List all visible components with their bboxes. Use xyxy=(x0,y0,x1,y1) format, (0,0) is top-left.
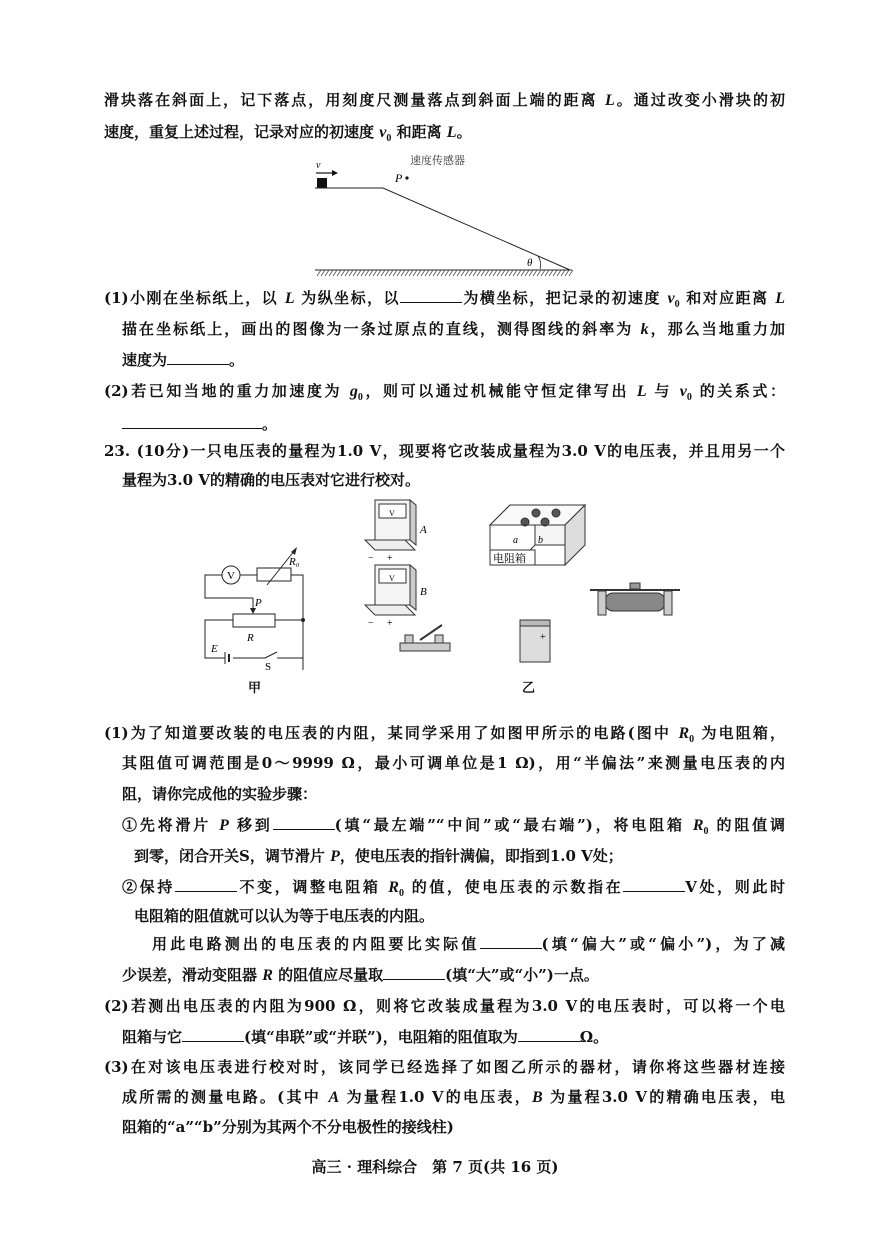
terminal-b-label: b xyxy=(538,535,543,546)
switch-s-label: S xyxy=(265,661,272,670)
text-line xyxy=(122,814,785,836)
ground-hatch xyxy=(453,270,457,276)
text-segment: 不变，调整电阻箱 xyxy=(236,878,389,896)
ground-hatch xyxy=(509,270,513,276)
variable: $R_0$ xyxy=(678,725,695,746)
voltmeter-a xyxy=(365,500,416,550)
answer-blank[interactable] xyxy=(518,1026,580,1042)
text-segment: 为横坐标，把记录的初速度 xyxy=(461,289,668,307)
text-segment: 滑块落在斜面上，记下落点，用刻度尺测量落点到斜面上端的距离 xyxy=(104,91,605,109)
text-segment: 为量程3.0 V的精确电压表，电 xyxy=(542,1088,785,1106)
text-line xyxy=(152,933,785,955)
ground-hatch xyxy=(449,270,453,276)
text-line xyxy=(104,1056,785,1078)
variable: $v_0$ xyxy=(679,383,692,404)
ground-hatch xyxy=(377,270,381,276)
variable: L xyxy=(775,290,785,307)
text-segment: V处，则此时 xyxy=(685,878,785,896)
ground-hatch xyxy=(425,270,429,276)
text-line xyxy=(104,995,785,1017)
ground-hatch xyxy=(325,270,329,276)
rheostat-r-label: R xyxy=(247,632,254,644)
ground-hatch xyxy=(337,270,341,276)
meter-b-label: B xyxy=(420,586,427,598)
sliding-rheostat xyxy=(590,583,680,615)
text-segment: 的值，使电压表的示数指在 xyxy=(403,878,624,896)
knife-switch xyxy=(400,625,450,651)
text-segment: (填“串联”或“并联”)，电阻箱的阻值取为 xyxy=(244,1028,518,1046)
text-segment: 到零，闭合开关S，调节滑片 xyxy=(134,847,331,865)
text-line xyxy=(104,121,472,143)
text-line xyxy=(122,964,599,986)
ground-hatch xyxy=(493,270,497,276)
ground-hatch xyxy=(409,270,413,276)
ground-hatch xyxy=(513,270,517,276)
answer-blank[interactable] xyxy=(480,933,542,949)
variable: B xyxy=(531,1089,543,1106)
ground-hatch xyxy=(541,270,545,276)
text-segment: ，那么当地重力加 xyxy=(648,320,785,338)
r0-label: R₀ xyxy=(289,556,300,568)
text-segment: (填“最左端”“中间”或“最右端”)，将电阻箱 xyxy=(334,816,693,834)
text-segment: 阻箱的“a”“b”分别为其两个不分电极性的接线柱) xyxy=(122,1118,454,1136)
text-segment: 。通过改变小滑块的初 xyxy=(614,91,785,109)
text-line xyxy=(122,1116,454,1138)
ground-hatch xyxy=(413,270,417,276)
variable: $v_0$ xyxy=(379,124,392,145)
text-segment: (填“偏大”或“偏小”)，为了减 xyxy=(541,935,785,953)
page-footer: 高三 · 理科综合 第 7 页(共 16 页) xyxy=(311,1158,559,1176)
ground-hatch xyxy=(497,270,501,276)
text-line xyxy=(122,1026,608,1048)
meter-a-minus: − xyxy=(368,553,374,564)
variable: P xyxy=(330,848,340,865)
text-segment: ，使电压表的指针满偏，即指到1.0 V处； xyxy=(339,847,623,865)
text-line xyxy=(122,469,420,491)
text-line xyxy=(122,349,244,371)
ground-hatch xyxy=(389,270,393,276)
text-segment: 23. (10分)一只电压表的量程为1.0 V，现要将它改装成量程为3.0 V的电压表，并且用另一个 xyxy=(104,442,785,460)
ground-hatch xyxy=(397,270,401,276)
answer-blank[interactable] xyxy=(400,287,462,303)
ground-hatch xyxy=(317,270,321,276)
ground-hatch xyxy=(437,270,441,276)
ground-hatch xyxy=(357,270,361,276)
ground-hatch xyxy=(401,270,405,276)
text-segment: 少误差，滑动变阻器 xyxy=(122,966,263,984)
ground-hatch xyxy=(517,270,521,276)
ground-hatch xyxy=(329,270,333,276)
ground-hatch xyxy=(445,270,449,276)
incline-figure xyxy=(310,150,580,280)
ground-hatch xyxy=(429,270,433,276)
meter-a-symbol: V xyxy=(389,509,395,518)
text-segment: 的关系式： xyxy=(691,382,785,400)
ground-hatch xyxy=(561,270,565,276)
variable: $R_0$ xyxy=(692,817,709,838)
ground-hatch xyxy=(481,270,485,276)
point-p-label: P xyxy=(395,171,403,185)
ground-hatch xyxy=(441,270,445,276)
ground-hatch xyxy=(417,270,421,276)
ground-hatch xyxy=(369,270,373,276)
text-line xyxy=(104,380,785,402)
ground-hatch xyxy=(565,270,569,276)
text-segment: 其阻值可调范围是0～9999 Ω，最小可调单位是1 Ω)，用“半偏法”来测量电压表的内 xyxy=(122,754,785,772)
variable: k xyxy=(640,321,649,338)
battery-e-label: E xyxy=(211,643,218,655)
ground-hatch xyxy=(365,270,369,276)
text-segment: (3)在对该电压表进行校对时，该同学已经选择了如图乙所示的器材，请你将这些器材连接 xyxy=(104,1058,785,1076)
text-line xyxy=(104,287,785,309)
text-segment: 为量程1.0 V的电压表， xyxy=(339,1088,532,1106)
text-segment: 和对应距离 xyxy=(679,289,776,307)
ground-hatch xyxy=(333,270,337,276)
text-segment: (1)小刚在坐标纸上，以 xyxy=(104,289,285,307)
resistance-box-label: 电阻箱 xyxy=(493,553,526,565)
ground-hatch xyxy=(505,270,509,276)
text-line xyxy=(104,440,785,462)
text-segment: Ω。 xyxy=(579,1028,609,1046)
ground-hatch xyxy=(533,270,537,276)
text-segment: (1)为了知道要改装的电压表的内阻，某同学采用了如图甲所示的电路(图中 xyxy=(104,724,679,742)
ground-hatch xyxy=(529,270,533,276)
circuit-diagram xyxy=(195,540,315,670)
ground-hatch xyxy=(361,270,365,276)
battery-plus: + xyxy=(540,632,546,643)
text-segment: 阻，请你完成他的实验步骤： xyxy=(122,785,318,803)
ground-hatch xyxy=(433,270,437,276)
text-segment: 阻箱与它 xyxy=(122,1028,183,1046)
angle-label: θ xyxy=(527,257,533,269)
variable: L xyxy=(604,92,615,109)
variable: L xyxy=(636,383,647,400)
text-segment: 速度为 xyxy=(122,351,168,369)
meter-a-label: A xyxy=(420,524,427,536)
variable: P xyxy=(219,817,229,834)
ground-hatch xyxy=(477,270,481,276)
ground-hatch xyxy=(473,270,477,276)
caption-jia: 甲 xyxy=(248,681,262,696)
ground-hatch xyxy=(381,270,385,276)
ground-hatch xyxy=(349,270,353,276)
text-segment: ①先将滑片 xyxy=(122,816,220,834)
text-segment: 。 xyxy=(456,123,472,141)
variable: $R_0$ xyxy=(388,879,404,900)
ground-hatch xyxy=(373,270,377,276)
ground-hatch xyxy=(501,270,505,276)
variable: $v_0$ xyxy=(667,290,680,311)
ground-hatch xyxy=(465,270,469,276)
ground-hatch xyxy=(549,270,553,276)
meter-b-symbol: V xyxy=(389,574,395,583)
text-line xyxy=(122,783,317,805)
meter-a-plus: + xyxy=(387,553,393,564)
answer-blank[interactable] xyxy=(175,876,237,892)
text-segment: (填“大”或“小”)一点。 xyxy=(445,966,599,984)
ground-hatch xyxy=(521,270,525,276)
text-segment: 为纵坐标，以 xyxy=(294,289,400,307)
ground-hatch xyxy=(353,270,357,276)
answer-blank[interactable] xyxy=(122,413,262,429)
variable: R xyxy=(262,967,273,984)
ground-hatch xyxy=(345,270,349,276)
answer-blank[interactable] xyxy=(167,349,229,365)
text-line xyxy=(134,905,434,927)
variable: L xyxy=(284,290,295,307)
meter-b-plus: + xyxy=(387,618,393,629)
slider-block xyxy=(317,178,327,188)
ground-hatch xyxy=(545,270,549,276)
slider-p-label: P xyxy=(255,597,262,609)
text-segment: ②保持 xyxy=(122,878,175,896)
text-segment: 的阻值应尽量取 xyxy=(272,966,384,984)
ground-hatch xyxy=(341,270,345,276)
text-line xyxy=(122,413,277,435)
text-segment: 描在坐标纸上，画出的图像为一条过原点的直线，测得图线的斜率为 xyxy=(122,320,641,338)
answer-blank[interactable] xyxy=(383,964,445,980)
text-line xyxy=(122,1086,785,1108)
velocity-label: v xyxy=(316,160,321,171)
text-segment: 用此电路测出的电压表的内阻要比实际值 xyxy=(152,935,480,953)
ground-hatch xyxy=(557,270,561,276)
text-segment: 速度，重复上述过程，记录对应的初速度 xyxy=(104,123,380,141)
text-segment: 成所需的测量电路。(其中 xyxy=(122,1088,329,1106)
text-segment: 电阻箱的阻值就可以认为等于电压表的内阻。 xyxy=(134,907,435,925)
ground-hatch xyxy=(569,270,573,276)
ground-hatch xyxy=(489,270,493,276)
text-segment: 为电阻箱， xyxy=(694,724,785,742)
text-line xyxy=(122,752,785,774)
text-segment: 和距离 xyxy=(391,123,447,141)
text-segment: 。 xyxy=(262,415,278,433)
text-segment: 量程为3.0 V的精确的电压表对它进行校对。 xyxy=(122,471,420,489)
variable: $g_0$ xyxy=(349,383,363,404)
terminal-a-label: a xyxy=(513,535,518,546)
ground-hatch xyxy=(461,270,465,276)
caption-yi: 乙 xyxy=(522,681,536,696)
ground-hatch xyxy=(393,270,397,276)
variable: L xyxy=(446,124,457,141)
text-line xyxy=(104,89,785,111)
ground-hatch xyxy=(385,270,389,276)
text-segment: 。 xyxy=(229,351,245,369)
ground-hatch xyxy=(469,270,473,276)
ground-hatch xyxy=(321,270,325,276)
text-segment: 与 xyxy=(646,382,680,400)
ground-hatch xyxy=(457,270,461,276)
sensor-label: 速度传感器 xyxy=(410,155,465,167)
text-line xyxy=(122,318,785,340)
text-segment: 的阻值调 xyxy=(708,816,785,834)
meter-b-minus: − xyxy=(368,618,374,629)
text-line xyxy=(134,845,623,867)
answer-blank[interactable] xyxy=(273,814,335,830)
answer-blank[interactable] xyxy=(182,1026,244,1042)
equipment-figure xyxy=(360,495,720,670)
text-line xyxy=(104,722,785,744)
variable: A xyxy=(328,1089,340,1106)
ground-hatch xyxy=(525,270,529,276)
ground-hatch xyxy=(421,270,425,276)
voltmeter-label: V xyxy=(227,570,235,582)
text-line xyxy=(122,876,785,898)
text-segment: 移到 xyxy=(228,816,273,834)
text-segment: (2)若测出电压表的内阻为900 Ω，则将它改装成量程为3.0 V的电压表时，可以将一个电 xyxy=(104,997,785,1015)
ground-hatch xyxy=(485,270,489,276)
ground-hatch xyxy=(537,270,541,276)
text-segment: (2)若已知当地的重力加速度为 xyxy=(104,382,350,400)
text-segment: ，则可以通过机械能守恒定律写出 xyxy=(362,382,637,400)
ground-hatch xyxy=(405,270,409,276)
voltmeter-b xyxy=(365,565,416,615)
answer-blank[interactable] xyxy=(623,876,685,892)
ground-hatch xyxy=(553,270,557,276)
